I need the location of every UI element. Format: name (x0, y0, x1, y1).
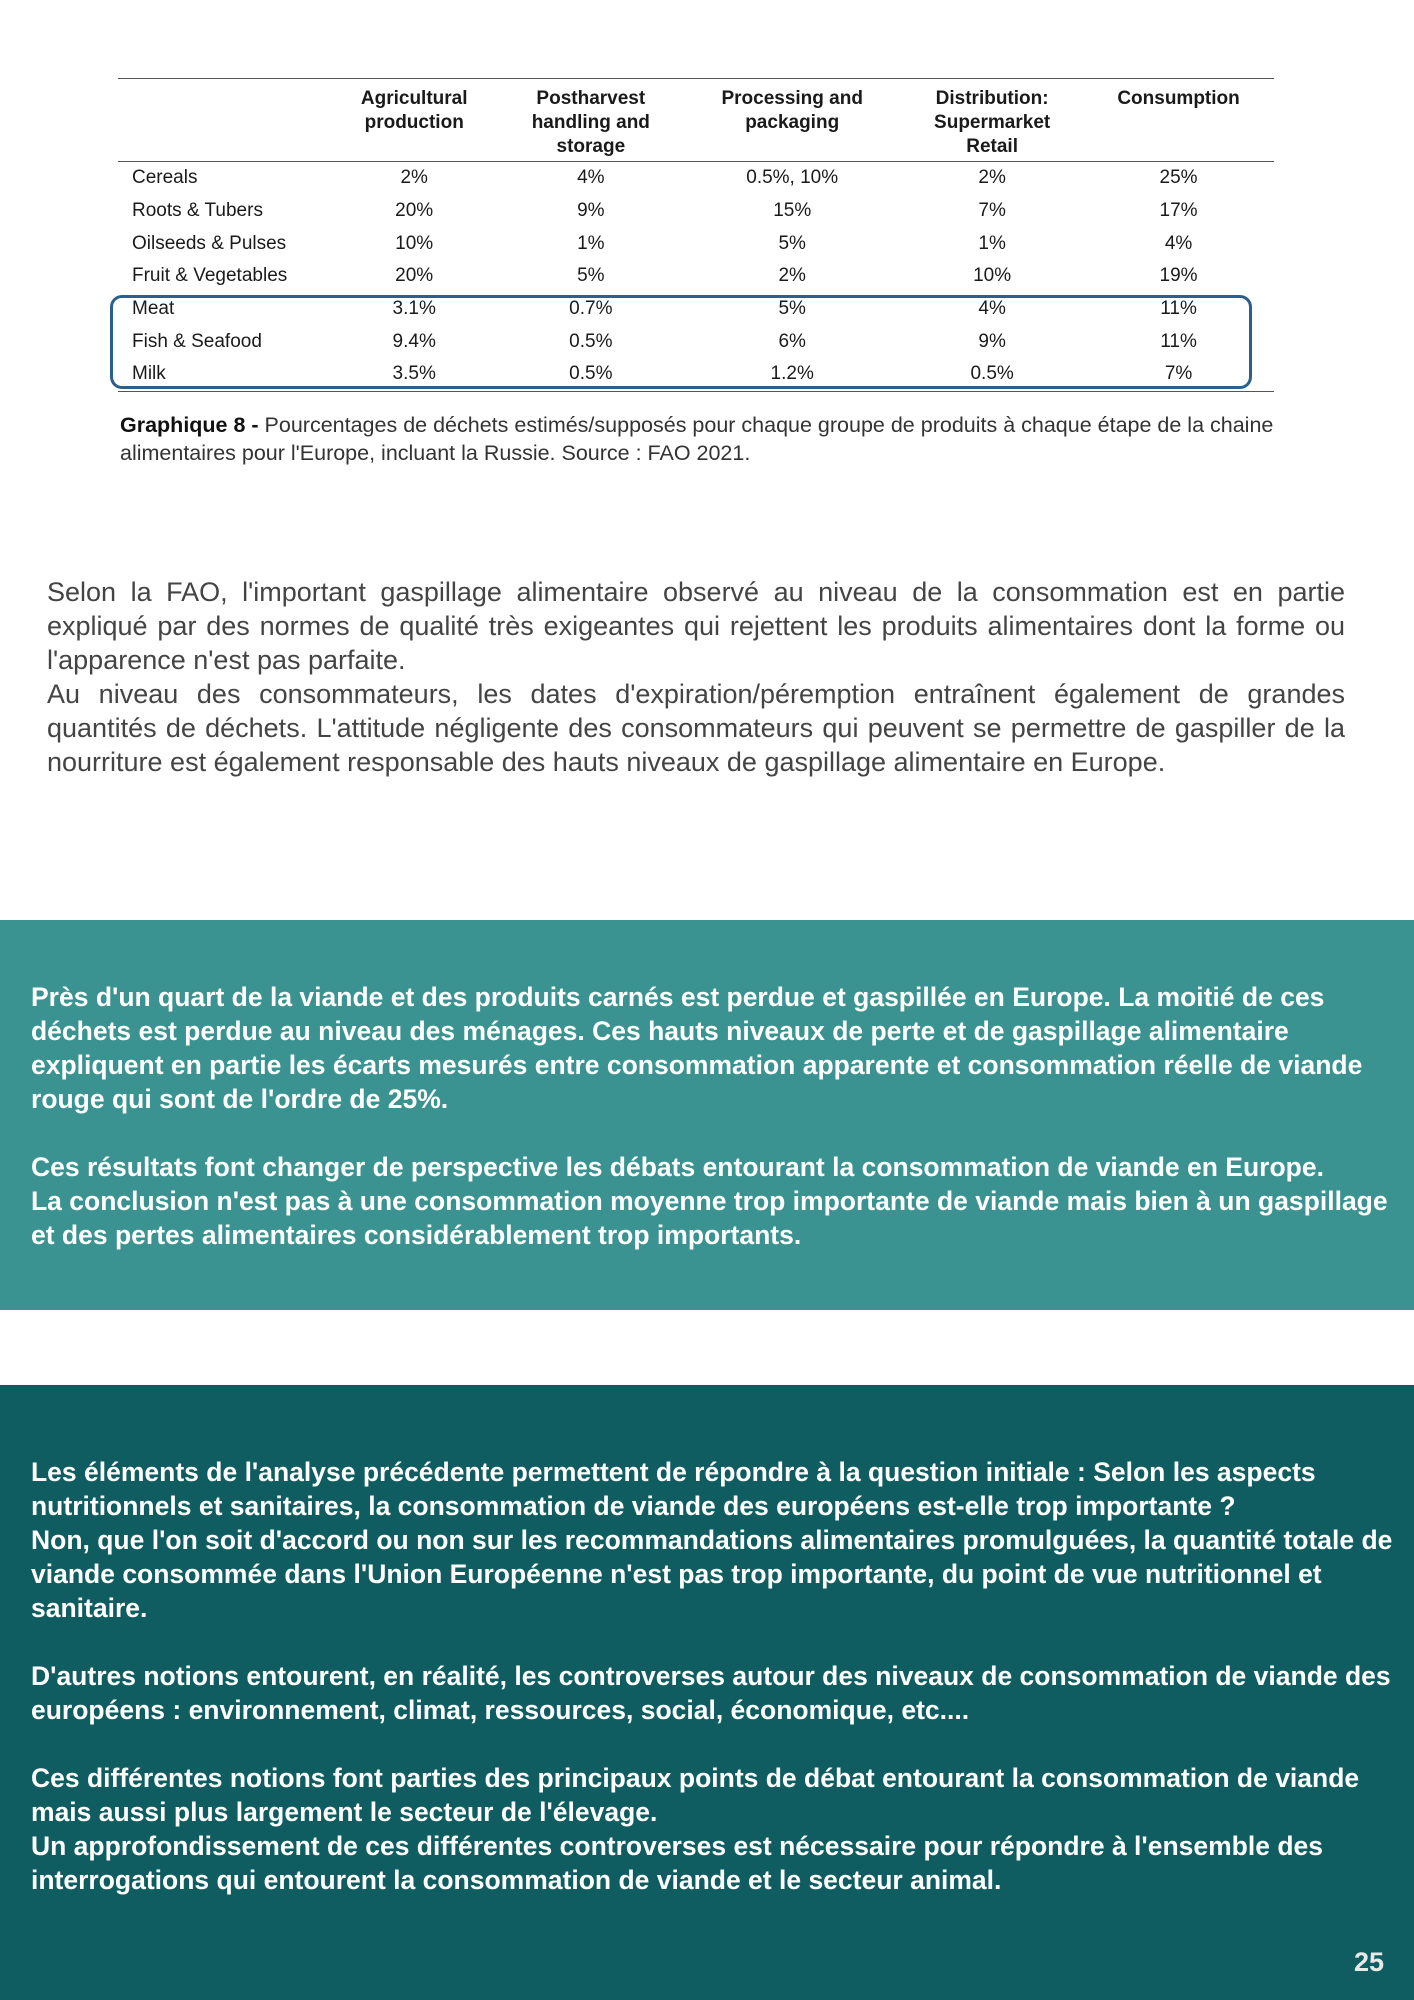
header-line: handling and (531, 112, 650, 133)
row-label-cell: Fish & Seafood (132, 330, 262, 352)
value-cell: 19% (1159, 265, 1198, 287)
row-label-cell: Meat (132, 298, 175, 320)
value-cell: 5% (778, 232, 806, 254)
conclusion-paragraph-4: Ces différentes notions font parties des principaux points de débat entourant la consommation de viande mais aussi plus largement le secteur de l'élevage. (31, 1763, 1360, 1827)
value-cell: 11% (1160, 298, 1197, 320)
header-line: Processing and (721, 88, 863, 109)
value-cell: 4% (577, 167, 605, 189)
value-cell: 5% (778, 298, 806, 320)
spacer (31, 1625, 1394, 1659)
table-row (118, 162, 1274, 195)
value-cell: 11% (1160, 330, 1197, 352)
value-cell: 20% (395, 265, 434, 287)
key-findings-paragraph-1: Près d'un quart de la viande et des produits carnés est perdue et gaspillée en Europe. La moitié de ces déchets est perdue au niveau des ménages. Ces hauts niveaux de perte et de gaspillage alimentaire expliquent en partie les écarts mesurés entre consommation apparente et consommation réelle de viande rouge qui sont de l'ordre de 25%. (31, 982, 1363, 1114)
value-cell: 6% (778, 330, 806, 352)
conclusion-box (0, 1385, 1414, 2000)
body-paragraph-2: Au niveau des consommateurs, les dates d'expiration/péremption entraînent également de grandes quantités de déchets. L'attitude négligente des consommateurs qui peuvent se permettre de gaspiller de la nourriture est également responsable des hauts niveaux de gaspillage alimentaire en Europe. (47, 679, 1345, 777)
table-row (118, 227, 1274, 260)
header-line: Agricultural (360, 88, 468, 109)
header-cell (498, 79, 683, 162)
header-line: Postharvest (536, 88, 646, 109)
row-label-cell: Oilseeds & Pulses (132, 232, 287, 254)
value-cell: 9% (577, 200, 605, 222)
value-cell: 7% (978, 200, 1006, 222)
row-label-cell: Milk (118, 358, 330, 391)
key-findings-box (0, 920, 1414, 1310)
spacer (31, 1116, 1394, 1150)
caption-label: Graphique 8 - (120, 413, 259, 437)
value-cell: 0.5%, 10% (746, 167, 839, 189)
header-line: Consumption (1117, 88, 1240, 109)
value-cell: 10% (973, 265, 1012, 287)
value-cell: 0.5% (569, 330, 613, 352)
value-cell: 7% (1083, 358, 1274, 391)
value-cell: 20% (395, 200, 434, 222)
row-label-cell: Cereals (132, 167, 198, 189)
conclusion-paragraph-2: Non, que l'on soit d'accord ou non sur les recommandations alimentaires promulguées, la quantité totale de viande consommée dans l'Union Européenne n'est pas trop importante, du point de vue nutritionnel et sanitaire. (31, 1525, 1393, 1623)
value-cell: 2% (978, 167, 1006, 189)
page-number: 25 (1353, 1947, 1384, 1977)
waste-table-container (118, 78, 1274, 392)
header-line: production (364, 112, 464, 133)
body-paragraph (47, 575, 1345, 779)
value-cell: 4% (1164, 232, 1193, 254)
body-paragraph-1: Selon la FAO, l'important gaspillage alimentaire observé au niveau de la consommation est en partie expliqué par des normes de qualité très exigeantes qui rejettent les produits alimentaires dont la forme ou l'apparence n'est pas parfaite. (47, 577, 1345, 675)
header-cell (330, 79, 498, 162)
key-findings-paragraph-3: La conclusion n'est pas à une consommation moyenne trop importante de viande mais bien à un gaspillage et des pertes alimentaires considérablement trop importants. (31, 1186, 1388, 1250)
header-cell (901, 79, 1083, 162)
row-label-cell: Fruit & Vegetables (132, 265, 288, 287)
table-row (118, 195, 1274, 228)
value-cell: 1.2% (683, 358, 901, 391)
value-cell: 1% (577, 232, 605, 254)
figure-caption (120, 411, 1300, 467)
value-cell: 0.5% (498, 358, 683, 391)
value-cell: 25% (1159, 167, 1198, 189)
header-line: packaging (745, 112, 840, 133)
value-cell: 1% (978, 232, 1006, 254)
spacer (31, 1727, 1394, 1761)
conclusion-paragraph-1: Les éléments de l'analyse précédente permettent de répondre à la question initiale : Selon les aspects nutritionnels et sanitaires, la consommation de viande des européens est-elle trop importante ? (31, 1457, 1316, 1521)
table-row (118, 293, 1274, 326)
value-cell: 0.5% (901, 358, 1083, 391)
waste-table (118, 78, 1274, 392)
value-cell: 10% (395, 232, 434, 254)
table-body (118, 162, 1274, 392)
value-cell: 0.7% (569, 298, 613, 320)
header-line: Supermarket (934, 112, 1051, 133)
value-cell: 9.4% (392, 330, 436, 352)
table-row (118, 260, 1274, 293)
table-header (118, 79, 1274, 162)
value-cell: 9% (978, 330, 1006, 352)
value-cell: 3.1% (392, 298, 436, 320)
header-cell-empty (118, 79, 330, 162)
value-cell: 2% (778, 265, 806, 287)
value-cell: 15% (773, 200, 812, 222)
table-row (118, 358, 1274, 391)
value-cell: 5% (577, 265, 605, 287)
conclusion-paragraph-3: D'autres notions entourent, en réalité, les controverses autour des niveaux de consommation de viande des européens : environnement, climat, ressources, social, économique, etc.... (31, 1661, 1391, 1725)
header-cell (1083, 79, 1274, 162)
caption-text: Pourcentages de déchets estimés/supposés pour chaque groupe de produits à chaque étape de la chaine alimentaires pour l'Europe, incluant la Russie. Source : FAO 2021. (120, 413, 1274, 465)
value-cell: 4% (978, 298, 1006, 320)
value-cell: 17% (1159, 200, 1198, 222)
key-findings-paragraph-2: Ces résultats font changer de perspective les débats entourant la consommation de viande en Europe. (31, 1152, 1324, 1182)
table-header-row (118, 79, 1274, 162)
value-cell: 2% (400, 167, 428, 189)
header-line: storage (556, 136, 626, 157)
header-cell (683, 79, 901, 162)
value-cell: 3.5% (330, 358, 498, 391)
header-line: Distribution: (935, 88, 1049, 109)
header-line: Retail (966, 136, 1018, 157)
row-label-cell: Roots & Tubers (132, 200, 263, 222)
table-row (118, 325, 1274, 358)
conclusion-paragraph-5: Un approfondissement de ces différentes controverses est nécessaire pour répondre à l'ensemble des interrogations qui entourent la consommation de viande et le secteur animal. (31, 1831, 1323, 1895)
